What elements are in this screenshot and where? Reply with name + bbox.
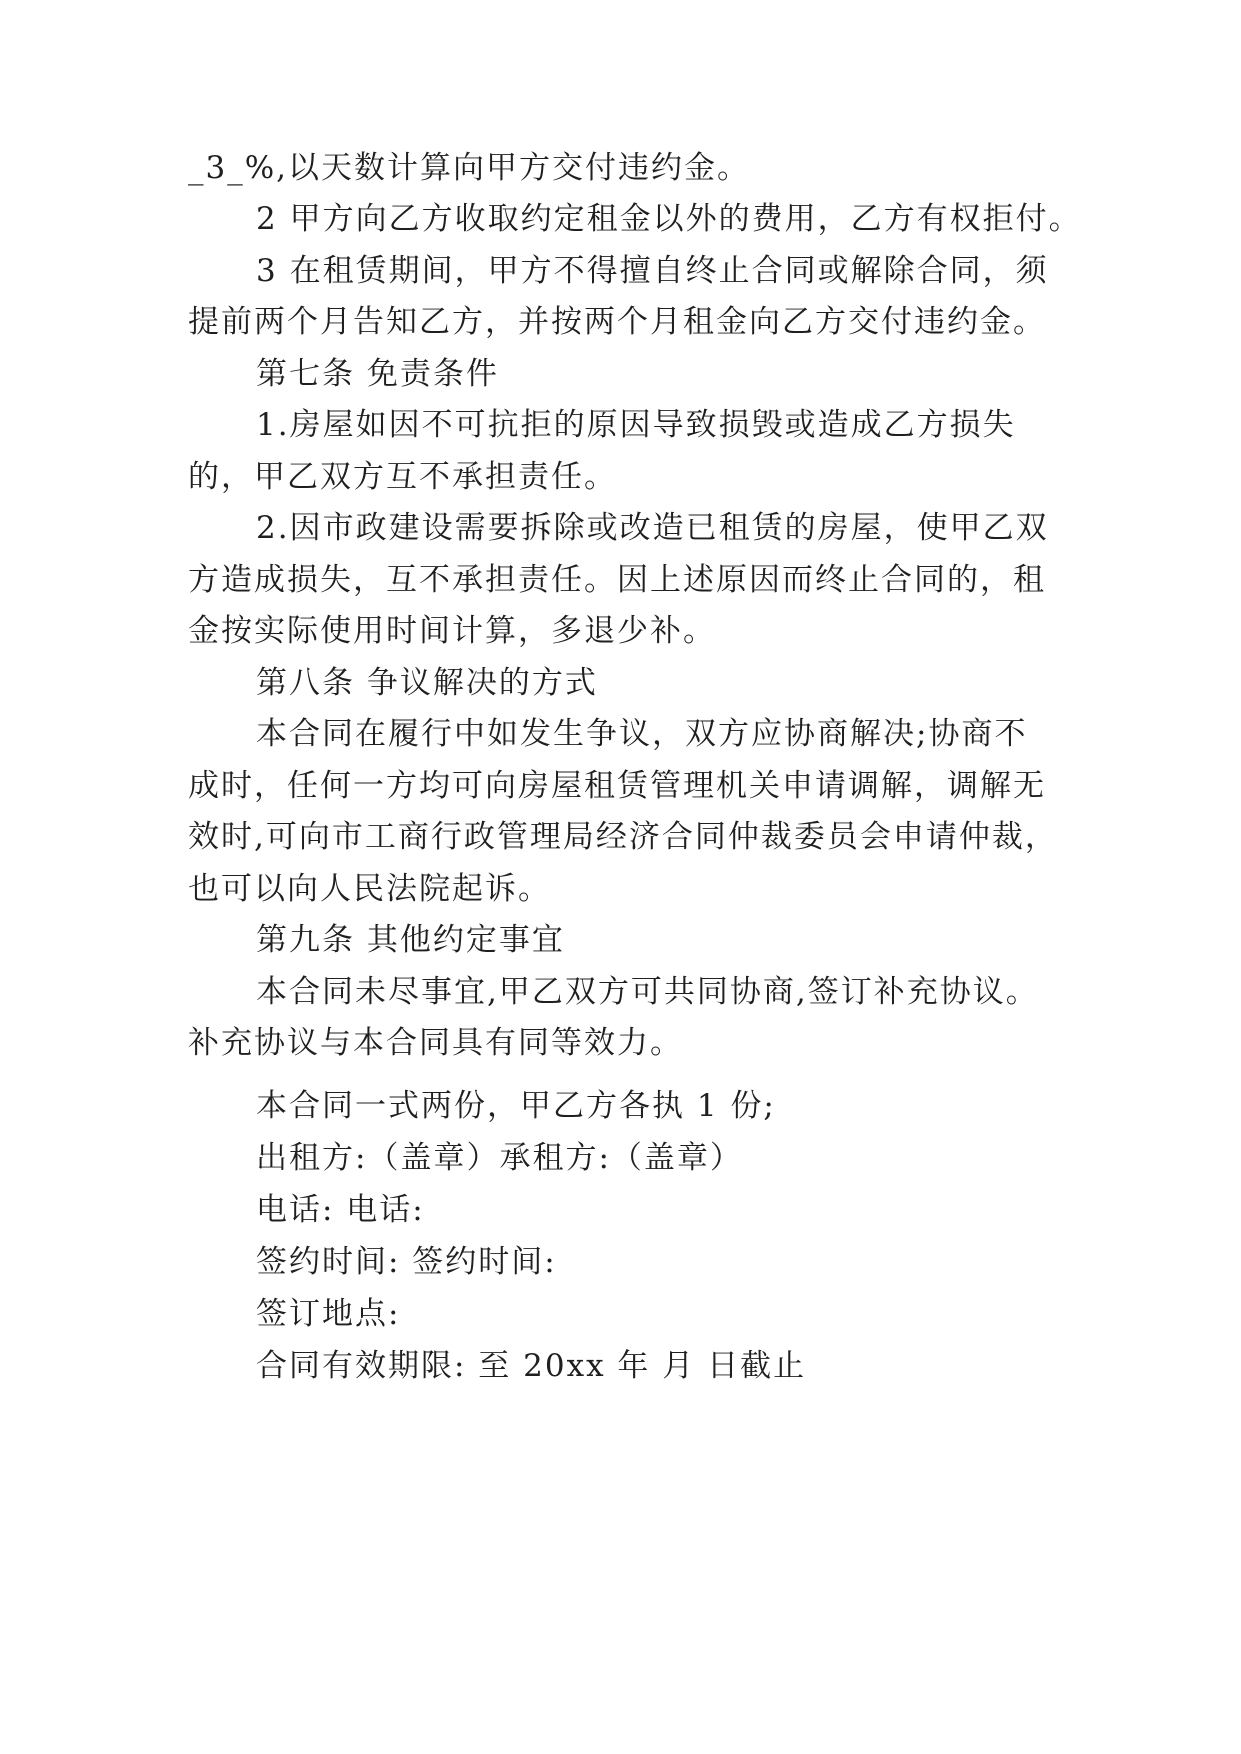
signing-location-line: 签订地点: xyxy=(256,1296,401,1332)
signing-time-line: 签约时间: 签约时间: xyxy=(256,1244,557,1280)
text-line: 本合同一式两份，甲乙方各执 1 份; xyxy=(256,1088,776,1124)
section-heading-7: 第七条 免责条件 xyxy=(256,356,499,392)
lessor-lessee-seal-line: 出租方:（盖章）承租方:（盖章） xyxy=(256,1140,743,1176)
text-line: _3_%,以天数计算向甲方交付违约金。 xyxy=(188,150,751,186)
section-heading-8: 第八条 争议解决的方式 xyxy=(256,665,598,701)
text-line: 方造成损失，互不承担责任。因上述原因而终止合同的，租 xyxy=(188,562,1046,598)
text-line: 2 甲方向乙方收取约定租金以外的费用，乙方有权拒付。 xyxy=(256,201,1082,237)
text-line: 1.房屋如因不可抗拒的原因导致损毁或造成乙方损失 xyxy=(256,407,1016,443)
section-heading-9: 第九条 其他约定事宜 xyxy=(256,922,565,958)
text-line: 2.因市政建设需要拆除或改造已租赁的房屋，使甲乙双 xyxy=(256,510,1049,546)
text-line: 成时，任何一方均可向房屋租赁管理机关申请调解，调解无 xyxy=(188,768,1046,804)
text-line: 补充协议与本合同具有同等效力。 xyxy=(188,1025,683,1061)
text-line: 的，甲乙双方互不承担责任。 xyxy=(188,459,617,495)
text-line: 也可以向人民法院起诉。 xyxy=(188,871,551,907)
text-line: 金按实际使用时间计算，多退少补。 xyxy=(188,613,716,649)
text-line: 提前两个月告知乙方，并按两个月租金向乙方交付违约金。 xyxy=(188,304,1046,340)
text-line: 本合同未尽事宜,甲乙双方可共同协商,签订补充协议。 xyxy=(256,974,1039,1010)
phone-line: 电话: 电话: xyxy=(256,1192,425,1228)
text-line: 本合同在履行中如发生争议，双方应协商解决;协商不 xyxy=(256,716,1028,752)
text-line: 效时,可向市工商行政管理局经济合同仲裁委员会申请仲裁， xyxy=(188,819,1058,855)
contract-validity-line: 合同有效期限: 至 20xx 年 月 日截止 xyxy=(256,1348,807,1384)
text-line: 3 在租赁期间，甲方不得擅自终止合同或解除合同，须 xyxy=(256,253,1049,289)
